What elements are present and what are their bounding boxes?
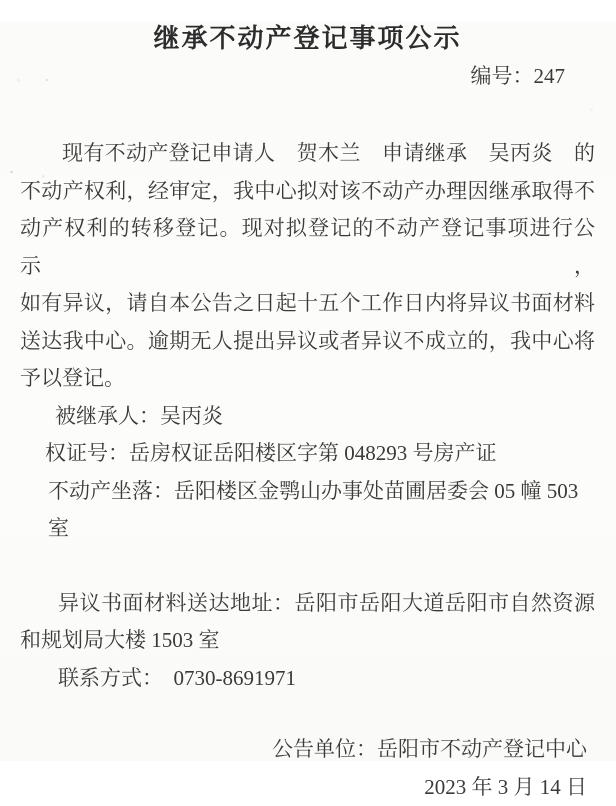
document-title: 继承不动产登记事项公示 <box>20 21 595 55</box>
objection-section <box>20 585 595 698</box>
field-row-property-location <box>20 473 595 548</box>
objection-address-line: 和规划局大楼 1503 室 <box>20 622 595 660</box>
doc-number: 编号：247 <box>20 62 595 90</box>
body-line: 如有异议，请自本公告之日起十五个工作日内将异议书面材料 <box>20 285 595 323</box>
field-value: 岳房权证岳阳楼区字第 048293 号房产证 <box>129 441 497 465</box>
scan-speckle <box>10 171 13 173</box>
body-line: 送达我中心。逾期无人提出异议或者异议不成立的，我中心将 <box>20 323 595 361</box>
field-label: 不动产坐落： <box>48 479 174 503</box>
field-row-certificate-number <box>20 435 595 473</box>
scan-speckle <box>46 79 48 81</box>
contact-line: 联系方式： 0730-8691971 <box>20 660 595 698</box>
footer-section <box>20 731 595 806</box>
field-value: 吴丙炎 <box>160 404 223 428</box>
issuer-line: 公告单位：岳阳市不动产登记中心 <box>20 731 587 769</box>
body-line: 不动产权利，经审定，我中心拟对该不动产办理因继承取得不 <box>20 173 595 211</box>
objection-address-line: 异议书面材料送达地址：岳阳市岳阳大道岳阳市自然资源 <box>20 585 595 623</box>
body-paragraph <box>20 135 595 398</box>
fields-section <box>20 398 595 548</box>
notice-document <box>0 21 616 761</box>
field-value: 岳阳楼区金鹗山办事处苗圃居委会 05 幢 503 室 <box>48 479 578 541</box>
field-row-inheritee <box>20 398 595 436</box>
field-label: 权证号： <box>45 441 129 465</box>
body-line: 动产权利的转移登记。现对拟登记的不动产登记事项进行公示， <box>20 210 595 285</box>
field-label: 被继承人： <box>55 404 160 428</box>
body-line: 予以登记。 <box>20 360 595 398</box>
date-line: 2023 年 3 月 14 日 <box>20 769 587 806</box>
body-line: 现有不动产登记申请人 贺木兰 申请继承 吴丙炎 的 <box>20 135 595 173</box>
